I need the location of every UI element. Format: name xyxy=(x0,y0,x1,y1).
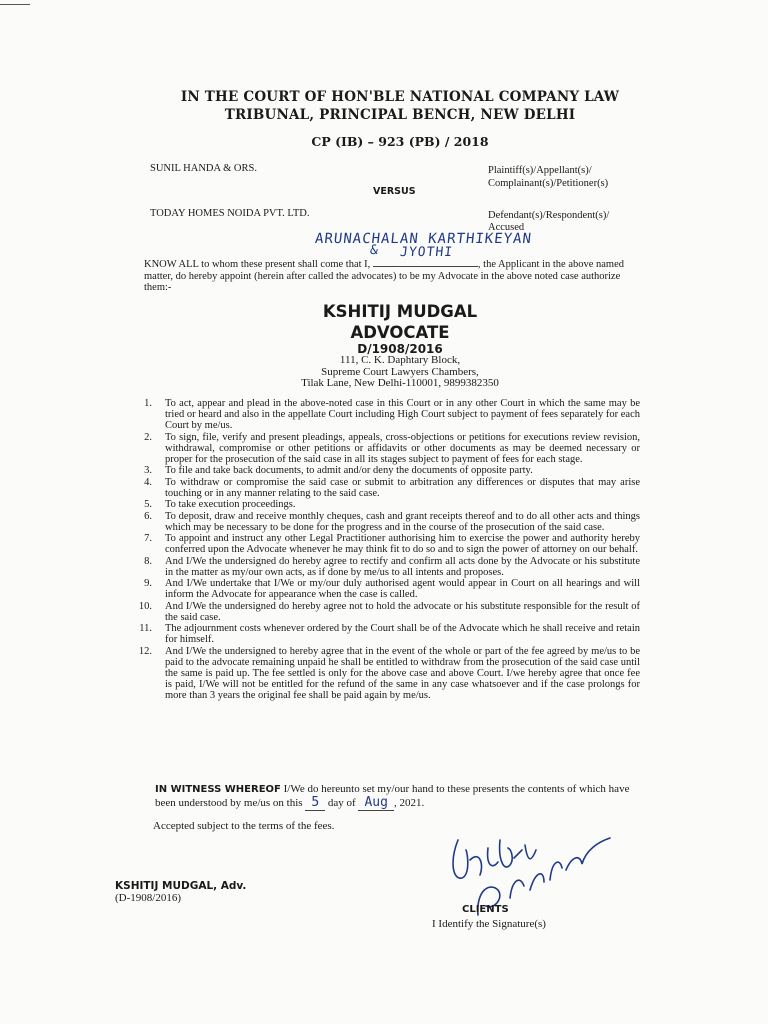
signatory-name: KSHITIJ MUDGAL, Adv. xyxy=(115,880,247,892)
clause-number: 2. xyxy=(144,431,152,443)
advocate-address-line-1: 111, C. K. Daphtary Block, xyxy=(339,354,461,366)
court-title-line-1: IN THE COURT OF HON'BLE NATIONAL COMPANY LAW xyxy=(180,89,620,105)
handwritten-month: Aug xyxy=(358,795,393,811)
applicant-name-blank xyxy=(373,258,478,267)
witness-year: , 2021. xyxy=(393,797,425,809)
clause-number: 7. xyxy=(144,533,152,544)
signatory-code: (D-1908/2016) xyxy=(115,892,181,904)
clause-number: 3. xyxy=(144,465,152,476)
clause-item xyxy=(130,398,640,431)
signature-stroke xyxy=(453,840,536,878)
court-title xyxy=(150,88,650,124)
clause-item xyxy=(130,432,640,465)
authorization-paragraph xyxy=(144,258,644,294)
clause-number: 9. xyxy=(144,578,152,589)
defendant-role-line-1: Defendant(s)/Respondent(s)/ xyxy=(488,210,610,221)
witness-part-1: I/We do hereunto set my/our hand to these presents the contents of which have been understood by me/us on this xyxy=(155,783,630,809)
clause-text: And I/We the undersigned do hereby agree to rectify and confirm all acts done by the Advocate or his substitute in the matter as my/our own acts, as if done by me/us to all intents and proposes. xyxy=(165,555,640,578)
clause-number: 10. xyxy=(138,600,152,612)
clause-item xyxy=(130,623,640,645)
clients-label: CLIENTS xyxy=(462,904,509,915)
page-edge-line xyxy=(0,4,30,5)
plaintiff-role xyxy=(488,164,608,190)
advocate-code: D/1908/2016 xyxy=(357,342,443,356)
witness-paragraph xyxy=(155,783,635,810)
clause-text: And I/We the undersigned to hereby agree that in the event of the whole or part of the fee agreed by me/us to be paid to the advocate remaining unpaid he shall be entitled to withdraw from the prosecution of the said case until the same is paid up. The fee settled is only for the above case and above Court. I/we hereby agree that once fee is paid, I/We will not be entitled for the refund of the same in any case whatsoever and if the case prolongs for more than 3 years the original fee shall be paid again by me/us. xyxy=(165,645,640,701)
advocate-address xyxy=(250,355,550,390)
case-number: CP (IB) – 923 (PB) / 2018 xyxy=(311,134,489,149)
clause-item xyxy=(130,477,640,499)
clause-number: 1. xyxy=(144,398,152,409)
clause-item xyxy=(130,511,640,533)
clause-item xyxy=(130,578,640,600)
clause-text: To act, appear and plead in the above-noted case in this Court or in any other Court in which the same may be tried or heard and also in the appellate Court including High Court subject to payment of fees separately for each Court by me/us. xyxy=(165,398,640,431)
clause-text: The adjournment costs whenever ordered by the Court shall be of the Advocate which he shall receive and retain for himself. xyxy=(165,623,640,645)
advocate-name: KSHITIJ MUDGAL xyxy=(322,302,478,321)
clause-number: 8. xyxy=(144,555,152,567)
handwritten-applicant-name-2: JYOTHI xyxy=(399,245,454,260)
clause-text: To deposit, draw and receive monthly cheques, cash and grant receipts thereof and to do all other acts and things which may be necessary to be done for the progress and in the course of the prosecution of the said case. xyxy=(165,510,640,533)
clause-text: And I/We undertake that I/We or my/our duly authorised agent would appear in Court on all hearings and will inform the Advocate for appearance when the case is called. xyxy=(165,578,640,600)
advocate-address-line-3: Tilak Lane, New Delhi-110001, 9899382350 xyxy=(301,377,499,389)
advocate-heading xyxy=(250,301,550,343)
court-title-line-2: TRIBUNAL, PRINCIPAL BENCH, NEW DELHI xyxy=(224,107,576,123)
clause-item xyxy=(130,533,640,555)
versus-label: VERSUS xyxy=(373,186,416,197)
clause-number: 4. xyxy=(144,476,152,488)
plaintiff-role-line-1: Plaintiff(s)/Appellant(s)/ xyxy=(488,165,592,176)
defendant-name: TODAY HOMES NOIDA PVT. LTD. xyxy=(150,208,310,219)
clause-item xyxy=(130,499,640,510)
plaintiff-role-line-2: Complainant(s)/Petitioner(s) xyxy=(488,178,609,189)
witness-part-2: day of xyxy=(327,797,356,809)
advocate-title: ADVOCATE xyxy=(350,323,450,342)
clause-text: To appoint and instruct any other Legal Practitioner authorising him to exercise the power and authority hereby conferred upon the Advocate whenever he may think fit to do so and to sign the power of attorney on our behalf. xyxy=(165,533,640,555)
clause-number: 5. xyxy=(144,499,152,510)
clause-text: To sign, file, verify and present pleadings, appeals, cross-objections or petitions for executions review revision, withdrawal, compromise or other petitions or affidavits or other documents as may be deemed necessary or proper for the prosecution of the said case in all its stages subject to payment of fees for each stage. xyxy=(165,431,640,465)
accepted-terms: Accepted subject to the terms of the fees. xyxy=(153,820,335,832)
clause-number: 6. xyxy=(144,510,152,522)
plaintiff-name: SUNIL HANDA & ORS. xyxy=(150,163,257,174)
advocate-address-line-2: Supreme Court Lawyers Chambers, xyxy=(321,365,479,378)
clause-number: 11. xyxy=(139,623,152,634)
authorization-part-1: KNOW ALL to whom these present shall come that I, xyxy=(144,259,371,270)
clause-text: To take execution proceedings. xyxy=(165,499,296,510)
handwritten-day: 5 xyxy=(305,795,325,811)
advocate-signatory xyxy=(115,880,246,904)
handwritten-ampersand: & xyxy=(369,243,380,258)
handwritten-applicant-name: ARUNACHALAN KARTHIKEYAN xyxy=(314,231,533,247)
clause-item xyxy=(130,556,640,578)
authorization-part-2: , the Applicant in the above named matter, do hereby appoint (herein after called the advocates) to be my Advocate in the above noted case authorize them:- xyxy=(144,259,625,293)
identify-signature: I Identify the Signature(s) xyxy=(432,918,546,930)
clause-item xyxy=(130,465,640,476)
clause-text: To file and take back documents, to admit and/or deny the documents of opposite party. xyxy=(165,465,533,476)
clause-item xyxy=(130,646,640,701)
defendant-role-line-2: Accused xyxy=(488,222,525,233)
witness-lead: IN WITNESS WHEREOF xyxy=(155,784,281,795)
clause-item xyxy=(130,601,640,623)
clause-list xyxy=(130,398,640,701)
clause-text: And I/We the undersigned do hereby agree not to hold the advocate or his substitute responsible for the result of the said case. xyxy=(165,600,640,623)
clause-number: 12. xyxy=(138,645,152,657)
clause-text: To withdraw or compromise the said case or submit to arbitration any differences or disputes that may arise touching or in any manner relating to the said case. xyxy=(165,476,640,499)
